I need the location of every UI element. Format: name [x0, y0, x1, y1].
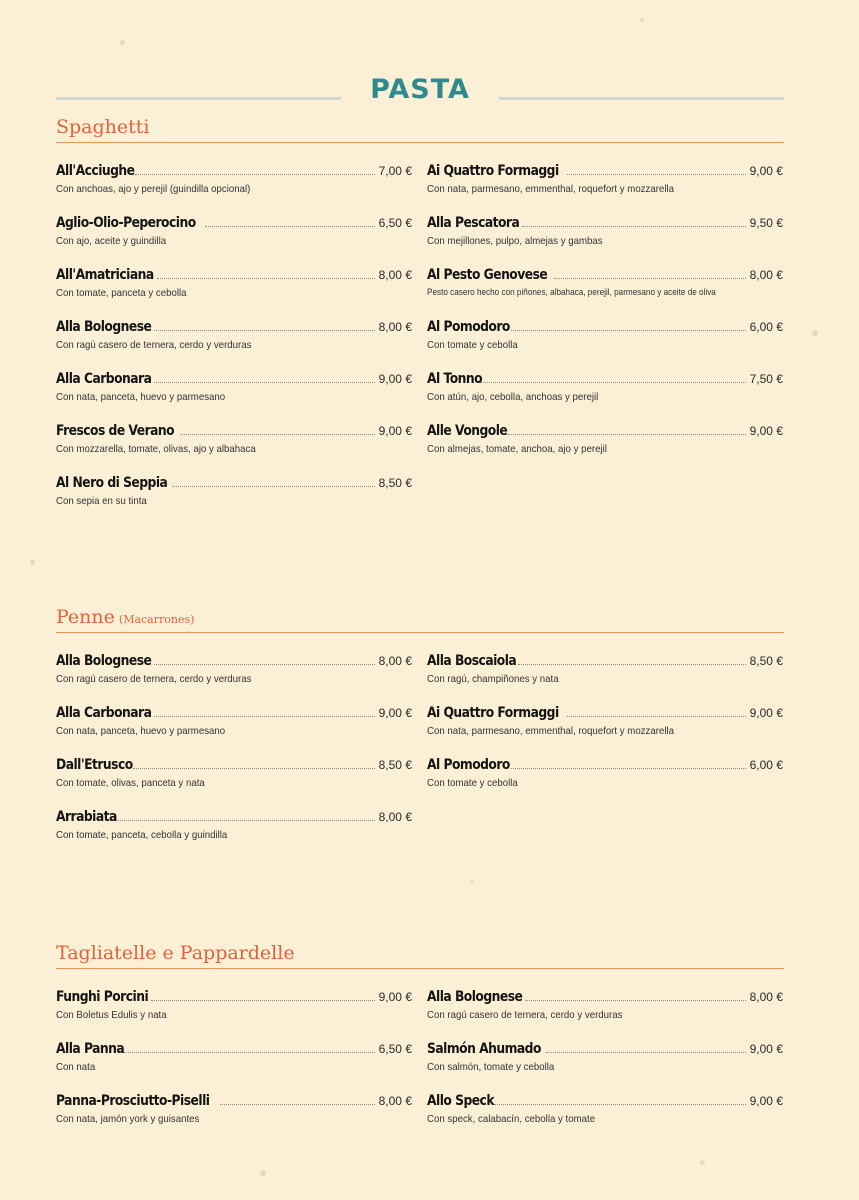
section-title: Tagliatelle e Pappardelle — [56, 942, 295, 964]
menu-item — [56, 809, 412, 861]
menu-item — [427, 163, 783, 215]
section-tagliatelle-pappardelle — [56, 938, 784, 1125]
dish-name: Al Pomodoro — [427, 319, 510, 335]
section-heading — [56, 938, 784, 969]
dish-price: 9,00 € — [749, 706, 783, 720]
dish-name: Frescos de Verano — [56, 423, 175, 439]
dish-price: 8,00 € — [378, 320, 412, 334]
section-heading — [56, 112, 784, 143]
dish-price: 8,50 € — [749, 654, 783, 668]
menu-item — [56, 267, 412, 319]
menu-item — [427, 267, 783, 319]
dish-description: Con almejas, tomate, anchoa, ajo y perejil — [427, 443, 607, 455]
menu-item — [56, 371, 412, 423]
menu-column-right — [427, 989, 783, 1145]
dish-description: Con ragú casero de ternera, cerdo y verduras — [427, 1009, 623, 1021]
menu-item — [427, 371, 783, 423]
dish-price: 9,00 € — [378, 990, 412, 1004]
dot-leader — [522, 225, 746, 227]
dish-description: Con nata, jamón york y guisantes — [56, 1113, 200, 1125]
menu-item — [56, 705, 412, 757]
dot-leader — [525, 999, 745, 1001]
dish-price: 6,00 € — [749, 758, 783, 772]
dish-description: Con nata, parmesano, emmenthal, roquefort y mozzarella — [427, 725, 674, 737]
menu-item — [56, 163, 412, 215]
dish-price: 9,00 € — [749, 164, 783, 178]
menu-item — [56, 989, 412, 1041]
dish-description: Con nata, panceta, huevo y parmesano — [56, 391, 226, 403]
page-header — [56, 74, 784, 110]
dish-description: Con atún, ajo, cebolla, anchoas y perejil — [427, 391, 599, 403]
section-title: Penne (Macarrones) — [56, 606, 195, 628]
dot-leader — [154, 715, 374, 717]
dish-name: Alla Boscaiola — [427, 653, 517, 669]
dish-name: Alle Vongole — [427, 423, 508, 439]
dish-description: Con anchoas, ajo y perejil (guindilla opcional) — [56, 183, 251, 195]
page-title: PASTA — [370, 74, 470, 105]
dot-leader — [220, 1103, 374, 1105]
menu-item — [56, 757, 412, 809]
menu-item — [427, 989, 783, 1041]
menu-item — [427, 653, 783, 705]
dish-price: 8,00 € — [378, 268, 412, 282]
dish-description: Pesto casero hecho con piñones, albahaca, perejil, parmesano y aceite de oliva — [427, 287, 716, 298]
dot-leader — [157, 277, 375, 279]
dot-leader — [123, 1051, 374, 1053]
menu-column-left — [56, 989, 412, 1145]
dish-price: 6,50 € — [378, 1042, 412, 1056]
dish-price: 7,50 € — [749, 372, 783, 386]
dish-name: Al Tonno — [427, 371, 483, 387]
dish-name: All'Amatriciana — [56, 267, 154, 283]
dish-description: Con salmón, tomate y cebolla — [427, 1061, 555, 1073]
menu-column-left — [56, 163, 412, 527]
section-note: (Macarrones) — [118, 613, 195, 626]
paper-speck — [700, 1160, 705, 1165]
paper-speck — [640, 18, 644, 22]
dish-description: Con ajo, aceite y guindilla — [56, 235, 167, 247]
dot-leader — [567, 173, 746, 175]
section-heading — [56, 602, 784, 633]
dish-price: 9,00 € — [378, 372, 412, 386]
menu-item — [56, 423, 412, 475]
dish-description: Con sepia en su tinta — [56, 495, 147, 507]
dot-leader — [511, 767, 745, 769]
dot-leader — [133, 767, 374, 769]
title-divider-right — [499, 97, 784, 100]
dot-leader — [205, 225, 375, 227]
dish-price: 6,50 € — [378, 216, 412, 230]
dot-leader — [154, 663, 374, 665]
dish-price: 9,00 € — [378, 424, 412, 438]
dot-leader — [511, 329, 745, 331]
dish-description: Con tomate, panceta, cebolla y guindilla — [56, 829, 228, 841]
dot-leader — [554, 277, 746, 279]
menu-column-right — [427, 163, 783, 475]
dot-leader — [135, 173, 374, 175]
dot-leader — [567, 715, 746, 717]
menu-column-left — [56, 653, 412, 861]
dish-description: Con ragú, champiñones y nata — [427, 673, 559, 685]
dish-name: Panna-Prosciutto-Piselli — [56, 1093, 210, 1109]
section-penne — [56, 602, 784, 841]
dish-name: Al Nero di Seppia — [56, 475, 168, 491]
dish-price: 8,50 € — [378, 758, 412, 772]
dish-name: Aglio-Olio-Peperocino — [56, 215, 196, 231]
dot-leader — [115, 819, 375, 821]
dish-description: Con ragú casero de ternera, cerdo y verduras — [56, 339, 252, 351]
dish-description: Con Boletus Edulis y nata — [56, 1009, 167, 1021]
dish-description: Con mozzarella, tomate, olivas, ajo y albahaca — [56, 443, 256, 455]
menu-column-right — [427, 653, 783, 809]
dish-name: Alla Carbonara — [56, 371, 152, 387]
dish-price: 9,00 € — [749, 1094, 783, 1108]
dish-name: Funghi Porcini — [56, 989, 149, 1005]
dish-description: Con mejillones, pulpo, almejas y gambas — [427, 235, 603, 247]
dish-name: Al Pesto Genovese — [427, 267, 548, 283]
dot-leader — [154, 381, 374, 383]
dish-description: Con tomate, olivas, panceta y nata — [56, 777, 205, 789]
dish-price: 8,00 € — [378, 654, 412, 668]
dish-price: 8,00 € — [378, 810, 412, 824]
paper-speck — [812, 330, 818, 336]
paper-speck — [30, 560, 35, 565]
menu-item — [427, 705, 783, 757]
dot-leader — [493, 1103, 745, 1105]
dish-name: Alla Panna — [56, 1041, 125, 1057]
dish-name: Alla Bolognese — [56, 653, 152, 669]
dish-name: Al Pomodoro — [427, 757, 510, 773]
dish-price: 6,00 € — [749, 320, 783, 334]
dish-name: Salmón Ahumado — [427, 1041, 541, 1057]
dish-description: Con tomate y cebolla — [427, 777, 518, 789]
menu-item — [56, 319, 412, 371]
dish-price: 8,00 € — [749, 990, 783, 1004]
dot-leader — [172, 485, 374, 487]
dish-name: Ai Quattro Formaggi — [427, 705, 559, 721]
dish-price: 9,00 € — [749, 424, 783, 438]
paper-speck — [470, 880, 474, 884]
paper-speck — [120, 40, 125, 45]
dot-leader — [480, 381, 746, 383]
dish-name: Alla Pescatora — [427, 215, 520, 231]
dish-name: Ai Quattro Formaggi — [427, 163, 559, 179]
menu-item — [427, 1093, 783, 1145]
dish-price: 8,50 € — [378, 476, 412, 490]
menu-item — [56, 653, 412, 705]
dish-description: Con nata, parmesano, emmenthal, roquefort y mozzarella — [427, 183, 674, 195]
dish-description: Con ragú casero de ternera, cerdo y verduras — [56, 673, 252, 685]
menu-item — [56, 1041, 412, 1093]
dot-leader — [518, 663, 745, 665]
menu-item — [56, 475, 412, 527]
menu-item — [427, 1041, 783, 1093]
menu-item — [56, 1093, 412, 1145]
menu-item — [427, 319, 783, 371]
section-title: Spaghetti — [56, 116, 150, 138]
dot-leader — [154, 329, 374, 331]
dish-price: 7,00 € — [378, 164, 412, 178]
menu-item — [56, 215, 412, 267]
dish-price: 8,00 € — [749, 268, 783, 282]
dish-price: 9,00 € — [749, 1042, 783, 1056]
dish-description: Con tomate, panceta y cebolla — [56, 287, 187, 299]
dish-name: Alla Bolognese — [56, 319, 152, 335]
dot-leader — [180, 433, 374, 435]
dot-leader — [151, 999, 375, 1001]
menu-item — [427, 215, 783, 267]
paper-speck — [260, 1170, 266, 1176]
dish-name: Alla Carbonara — [56, 705, 152, 721]
menu-item — [427, 757, 783, 809]
dish-description: Con tomate y cebolla — [427, 339, 518, 351]
dish-description: Con speck, calabacín, cebolla y tomate — [427, 1113, 596, 1125]
dish-name: Dall'Etrusco — [56, 757, 133, 773]
dish-name: Allo Speck — [427, 1093, 495, 1109]
dish-price: 9,50 € — [749, 216, 783, 230]
dish-description: Con nata — [56, 1061, 96, 1073]
dot-leader — [508, 433, 745, 435]
menu-item — [427, 423, 783, 475]
dish-price: 9,00 € — [378, 706, 412, 720]
dish-price: 8,00 € — [378, 1094, 412, 1108]
dish-name: All'Acciughe — [56, 163, 135, 179]
dish-description: Con nata, panceta, huevo y parmesano — [56, 725, 226, 737]
dish-name: Arrabiata — [56, 809, 117, 825]
section-spaghetti — [56, 112, 784, 507]
dish-name: Alla Bolognese — [427, 989, 523, 1005]
dot-leader — [546, 1051, 745, 1053]
